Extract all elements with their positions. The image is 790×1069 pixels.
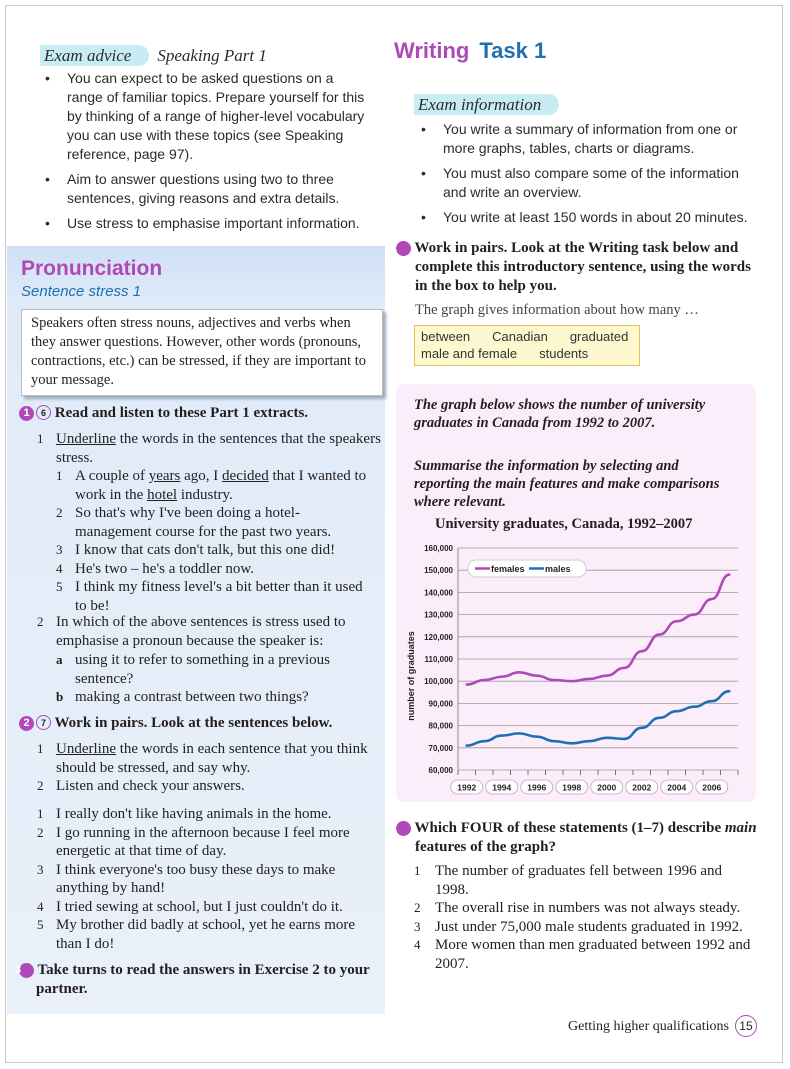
item-number: 3 (414, 918, 421, 934)
item-text: He's two – he's a toddler now. (75, 560, 254, 577)
list-item: • You must also compare some of the information and write an overview. (419, 164, 759, 202)
x-axis-ticks (451, 770, 738, 794)
task-description: The graph below shows the number of university graduates in Canada from 1992 to 2007. (414, 397, 706, 431)
ex2-question-1 (37, 740, 396, 777)
item-text: I know that cats don't talk, but this one did! (75, 542, 336, 558)
y-tick-label: 160,000 (424, 544, 453, 553)
line-chart (396, 536, 756, 798)
list-item (56, 467, 376, 504)
x-tick-label: 1996 (527, 782, 547, 793)
item-text: The overall rise in numbers was not always steady. (435, 900, 741, 916)
ex1-options (56, 651, 376, 707)
y-axis-ticks (424, 544, 453, 775)
x-tick-label: 2000 (597, 782, 617, 793)
text: industry. (177, 486, 233, 503)
list-item (56, 560, 376, 579)
item-text: I think everyone's too busy these days to make anything by hand! (56, 861, 336, 896)
list-item (37, 898, 382, 917)
footer-text: Getting higher qualifications (568, 1019, 729, 1034)
exam-information-label: Exam information (414, 94, 559, 115)
question-number: 1 (37, 431, 44, 446)
word-box-word: between (421, 329, 471, 344)
exercise-instruction: Work in pairs. Look at the sentences below. (54, 715, 333, 731)
word-box-word: Canadian (492, 329, 548, 344)
list-item (37, 824, 382, 861)
exam-information-bullets (419, 120, 759, 233)
list-item (414, 899, 759, 918)
y-tick-label: 120,000 (424, 632, 453, 642)
exercise-instruction: Which FOUR of these statements (1–7) describe (414, 820, 725, 836)
item-number: 2 (56, 505, 63, 520)
item-text: I go running in the afternoon because I feel more energetic at that time of day. (56, 824, 350, 859)
writing-exercise-2-heading (390, 819, 765, 857)
exam-advice-label: Exam advice (40, 45, 149, 66)
task-title-word: Task 1 (479, 38, 547, 63)
legend-label-males: males (545, 564, 571, 574)
writing-title-word: Writing (394, 38, 470, 63)
x-tick-label: 2006 (702, 782, 722, 793)
text: A couple of (75, 468, 149, 484)
word-box-word: graduated (569, 329, 629, 344)
exercise-number: 1 (19, 406, 34, 421)
exam-advice-bullets (43, 69, 373, 239)
item-number: 2 (414, 900, 421, 915)
underline-word: Underline (56, 431, 116, 447)
question-number: 1 (37, 741, 44, 756)
list-item (414, 936, 759, 973)
word-box (414, 325, 640, 366)
underlined-word: years (148, 468, 181, 484)
y-tick-label: 100,000 (424, 677, 453, 687)
list-item: • Aim to answer questions using two to three sentences, giving reasons and extra details. (43, 170, 373, 208)
chart-series (467, 575, 730, 746)
exam-information-header (414, 95, 559, 115)
item-text: Just under 75,000 male students graduated in 1992. (435, 918, 743, 935)
y-tick-label: 60,000 (428, 766, 453, 775)
item-number: 1 (37, 806, 44, 821)
text: ago, I (180, 468, 223, 484)
item-number: 3 (37, 861, 44, 877)
ex1-question-1 (37, 430, 396, 467)
y-tick-label: 90,000 (428, 699, 453, 709)
exercise-number: 2 (396, 821, 411, 836)
pronunciation-subtitle: Sentence stress 1 (21, 283, 142, 300)
item-number: 1 (56, 468, 63, 483)
list-item: • Use stress to emphasise important information. (43, 214, 373, 233)
exercise-instruction: Read and listen to these Part 1 extracts. (54, 405, 309, 421)
list-item (37, 916, 382, 953)
statements-list (414, 862, 759, 973)
list-item (56, 541, 376, 560)
exam-advice-section: Speaking Part 1 (157, 46, 267, 65)
list-item (37, 805, 382, 824)
list-item (56, 651, 376, 688)
writing-title (394, 38, 546, 64)
intro-sentence: The graph gives information about how many … (415, 302, 699, 318)
pronunciation-note: Speakers often stress nouns, adjectives and verbs when they answer questions. However, other words (pronouns, contractions, etc.) can be stressed, if they are important to your message. (21, 309, 383, 396)
item-text: I think my fitness level's a bit better than it used to be! (75, 579, 363, 614)
question-text: the words in the sentences that the speakers stress. (56, 431, 381, 466)
item-number: 5 (37, 917, 44, 932)
ex1-question-2 (37, 613, 396, 650)
option-letter: a (56, 652, 63, 667)
ex2-question-2 (37, 777, 396, 796)
legend-label-females: females (491, 564, 525, 574)
exam-advice-header (40, 46, 267, 66)
option-text: using it to refer to something in a previous sentence? (75, 652, 330, 687)
exercise-2-heading (19, 714, 379, 733)
exercise-3-heading (14, 961, 386, 999)
series-line-males (467, 691, 730, 745)
exercise-instruction: Work in pairs. Look at the Writing task below and complete this introductory sentence, using the words in the box to help you. (414, 240, 751, 294)
item-text: So that's why I've been doing a hotel-management course for the past two years. (75, 505, 332, 540)
item-text: My brother did badly at school, yet he earns more than I do! (56, 917, 356, 952)
y-tick-label: 110,000 (424, 655, 453, 664)
y-axis-label: number of graduates (406, 631, 416, 721)
exercise-instruction-end: features of the graph? (415, 839, 556, 855)
question-number: 2 (37, 614, 44, 629)
x-tick-label: 2002 (632, 782, 652, 793)
ex2-sentences (37, 805, 382, 953)
chart-legend (468, 560, 586, 577)
item-number: 4 (37, 898, 44, 914)
item-text: I tried sewing at school, but I just couldn't do it. (56, 898, 343, 915)
underlined-word: hotel (147, 486, 178, 503)
series-line-females (467, 575, 730, 685)
list-item: • You can expect to be asked questions on a range of familiar topics. Prepare yourself for this by thinking of a range of higher-level vocabulary you can use with these topics (see Speaking reference, page 97). (43, 69, 373, 164)
exercise-number: 1 (396, 241, 411, 256)
underline-word: Underline (56, 741, 116, 757)
exercise-instruction: Take turns to read the answers in Exercise 2 to your partner. (36, 962, 370, 997)
page-number: 15 (735, 1015, 757, 1037)
chart-title: University graduates, Canada, 1992–2007 (435, 516, 693, 532)
option-letter: b (56, 689, 64, 704)
exercise-number: 3 (19, 963, 34, 978)
ex1-extracts (56, 467, 376, 615)
question-text: the words in each sentence that you think should be stressed, and say why. (56, 741, 368, 776)
underlined-word: decided (222, 468, 269, 484)
option-text: making a contrast between two things? (75, 689, 309, 705)
word-box-word: students (539, 346, 589, 361)
item-number: 1 (414, 863, 421, 878)
item-number: 4 (56, 560, 63, 576)
x-tick-label: 1994 (492, 782, 512, 793)
exercise-1-heading (19, 404, 379, 423)
item-number: 3 (56, 542, 63, 557)
list-item (56, 578, 376, 615)
item-number: 2 (37, 824, 44, 840)
emphasis-word: main (724, 820, 757, 836)
task-instruction: Summarise the information by selecting and reporting the main features and make comparisons where relevant. (414, 458, 720, 510)
x-tick-label: 1992 (457, 782, 477, 793)
page-footer (568, 1015, 757, 1037)
text: that I wanted to work in the (75, 468, 367, 503)
audio-track-icon: 7 (36, 715, 51, 730)
list-item (414, 862, 759, 899)
list-item (37, 861, 382, 898)
item-text: I really don't like having animals in the home. (56, 806, 332, 822)
item-text: The number of graduates fell between 1996 and 1998. (435, 863, 722, 898)
question-text: In which of the above sentences is stress used to emphasise a pronoun because the speaker is: (56, 614, 346, 649)
exercise-number: 2 (19, 716, 34, 731)
question-text: Listen and check your answers. (56, 778, 245, 794)
y-tick-label: 80,000 (428, 721, 453, 731)
x-tick-label: 2004 (667, 782, 687, 793)
list-item (56, 688, 376, 707)
audio-track-icon: 6 (36, 405, 51, 420)
list-item (56, 504, 376, 541)
x-tick-label: 1998 (562, 782, 582, 793)
y-tick-label: 70,000 (428, 743, 453, 753)
question-number: 2 (37, 778, 44, 793)
pronunciation-title: Pronunciation (21, 257, 163, 280)
list-item: • You write at least 150 words in about 20 minutes. (419, 208, 759, 227)
list-item (414, 918, 759, 937)
word-box-word: male and female (421, 346, 518, 361)
y-tick-label: 130,000 (424, 610, 453, 620)
item-number: 5 (56, 579, 63, 594)
list-item: • You write a summary of information from one or more graphs, tables, charts or diagrams. (419, 120, 759, 158)
y-tick-label: 140,000 (424, 588, 453, 598)
item-number: 4 (414, 937, 421, 952)
writing-exercise-1-heading (390, 239, 765, 296)
item-text: More women than men graduated between 1992 and 2007. (435, 937, 751, 972)
y-tick-label: 150,000 (424, 566, 453, 576)
